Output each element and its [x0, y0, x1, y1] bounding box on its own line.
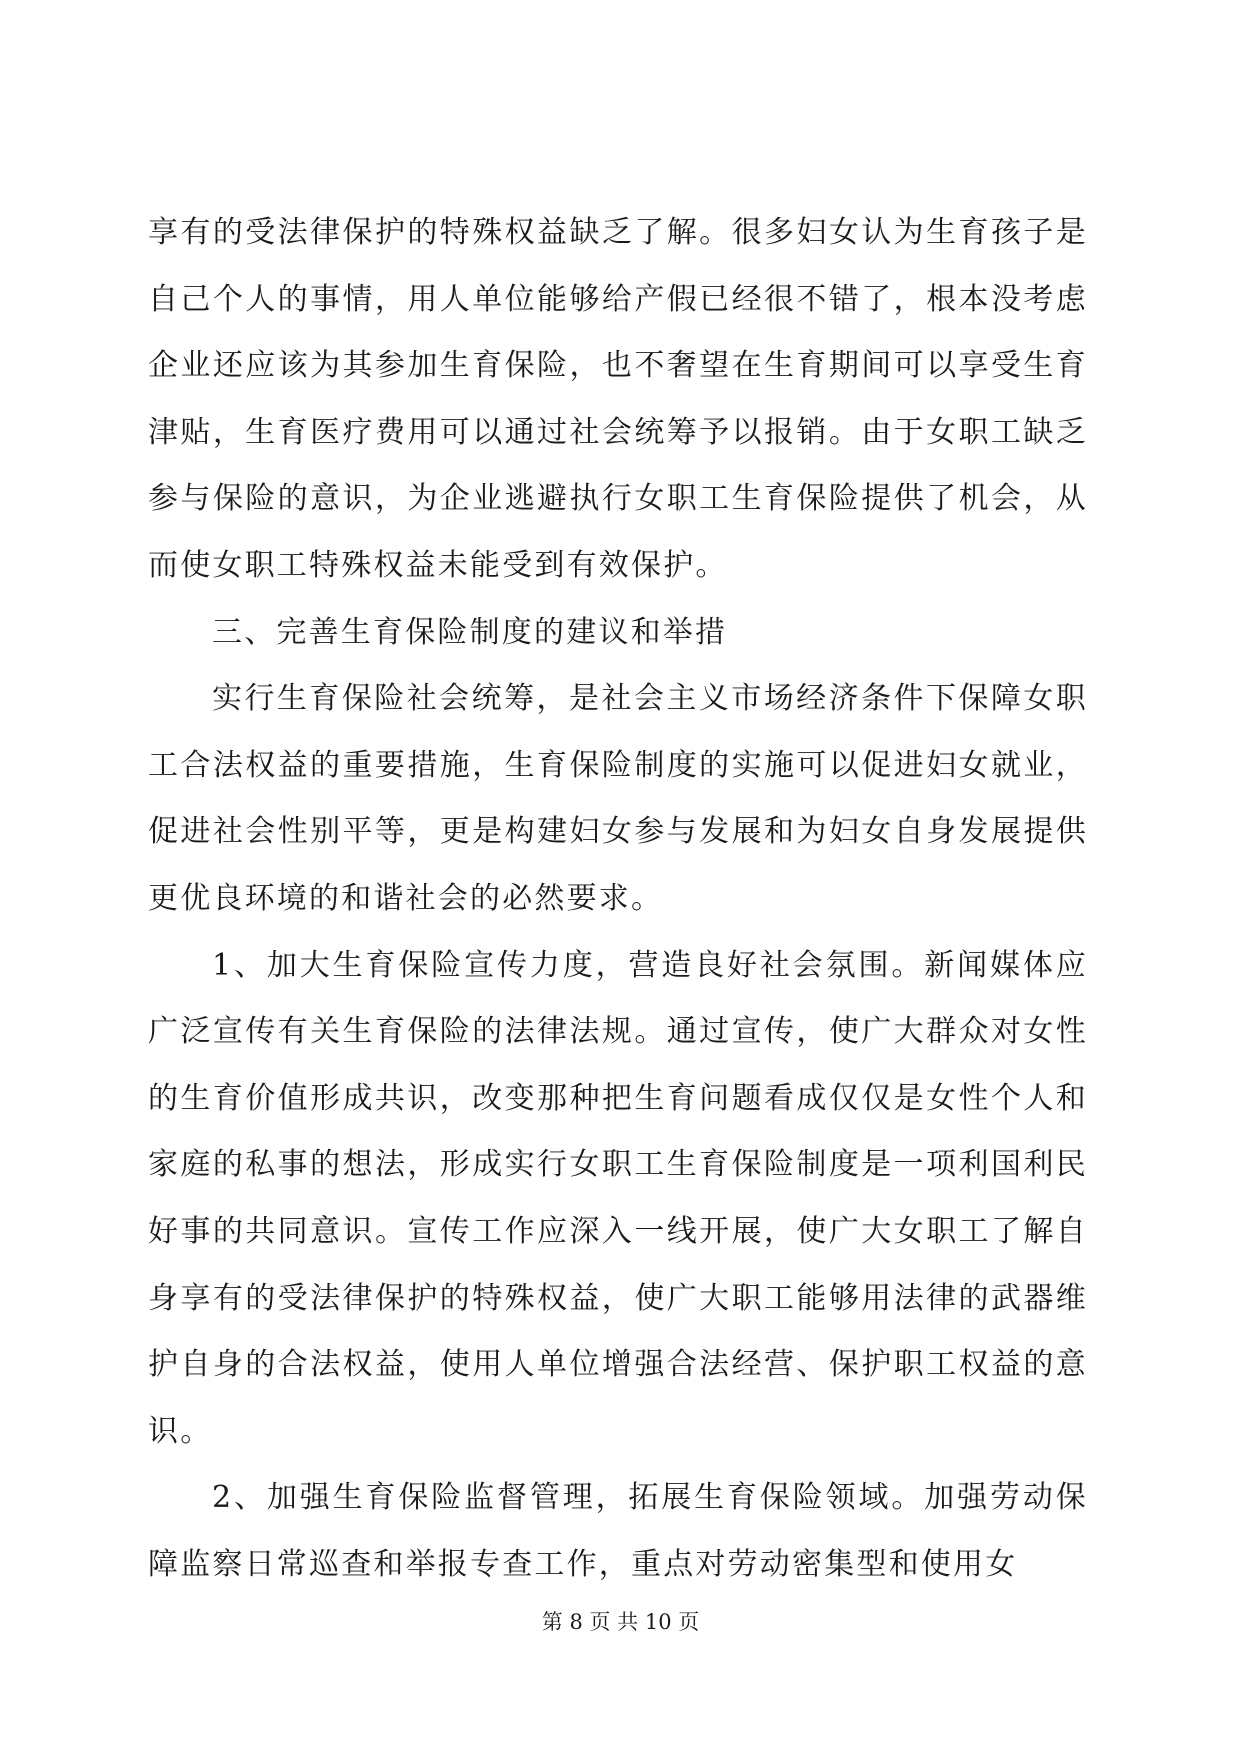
page-footer: 第 8 页 共 10 页 — [541, 1610, 700, 1634]
paragraph-item-2: 2、加强生育保险监督管理，拓展生育保险领域。加强劳动保障监察日常巡查和举报专查工作，重点对劳动密集型和使用女 — [148, 1480, 1088, 1582]
document-body — [148, 200, 1088, 1598]
paragraph-continuation: 享有的受法律保护的特殊权益缺乏了解。很多妇女认为生育孩子是自己个人的事情，用人单位能够给产假已经很不错了，根本没考虑企业还应该为其参加生育保险，也不奢望在生育期间可以享受生育津贴，生育医疗费用可以通过社会统筹予以报销。由于女职工缺乏参与保险的意识，为企业逃避执行女职工生育保险提供了机会，从而使女职工特殊权益未能受到有效保护。 — [148, 215, 1088, 583]
section-heading: 三、完善生育保险制度的建议和举措 — [212, 614, 728, 650]
paragraph-item-1: 1、加大生育保险宣传力度，营造良好社会氛围。新闻媒体应广泛宣传有关生育保险的法律法规。通过宣传，使广大群众对女性的生育价值形成共识，改变那种把生育问题看成仅仅是女性个人和家庭的私事的想法，形成实行女职工生育保险制度是一项利国利民好事的共同意识。宣传工作应深入一线开展，使广大女职工了解自身享有的受法律保护的特殊权益，使广大职工能够用法律的武器维护自身的合法权益，使用人单位增强合法经营、保护职工权益的意识。 — [148, 947, 1088, 1449]
paragraph-intro: 实行生育保险社会统筹，是社会主义市场经济条件下保障女职工合法权益的重要措施，生育保险制度的实施可以促进妇女就业，促进社会性别平等，更是构建妇女参与发展和为妇女自身发展提供更优良环境的和谐社会的必然要求。 — [148, 681, 1088, 916]
